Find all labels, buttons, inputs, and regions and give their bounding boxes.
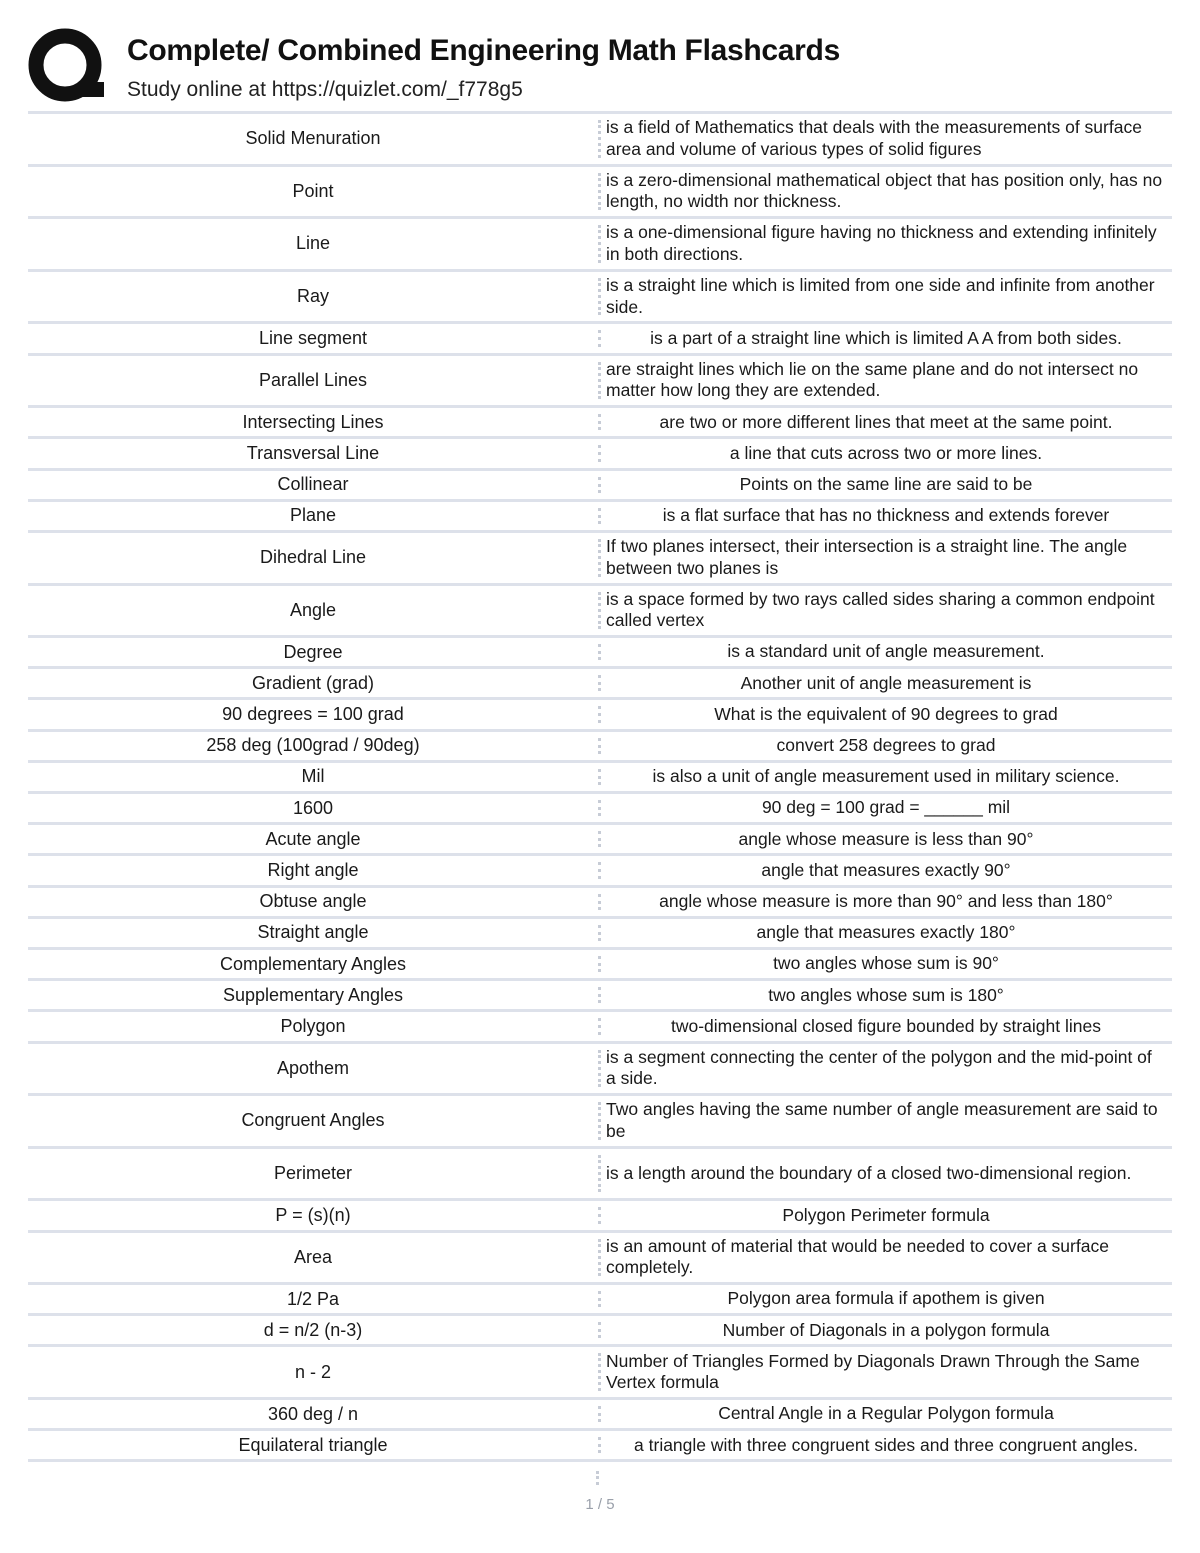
flashcard-row (28, 950, 1172, 981)
card-definition: angle whose measure is less than 90° (598, 825, 1172, 853)
card-term: Supplementary Angles (222, 984, 404, 1005)
flashcard-row (28, 856, 1172, 887)
card-term: d = n/2 (n-3) (263, 1319, 363, 1340)
card-definition: two angles whose sum is 90° (598, 950, 1172, 978)
card-definition: is a one-dimensional figure having no thickness and extending infinitely in both directions. (598, 219, 1172, 269)
card-definition: Number of Triangles Formed by Diagonals Drawn Through the Same Vertex formula (598, 1347, 1172, 1397)
flashcard-row (28, 825, 1172, 856)
card-definition: Number of Diagonals in a polygon formula (598, 1316, 1172, 1344)
flashcard-row (28, 324, 1172, 355)
card-definition: Another unit of angle measurement is (598, 669, 1172, 697)
card-term: Parallel Lines (258, 369, 368, 390)
card-definition: is a flat surface that has no thickness and extends forever (598, 502, 1172, 530)
flashcard-row (28, 1316, 1172, 1347)
quizlet-logo-icon (28, 28, 106, 106)
flashcard-row (28, 471, 1172, 502)
card-term: Gradient (grad) (251, 672, 375, 693)
card-definition: What is the equivalent of 90 degrees to grad (598, 700, 1172, 728)
card-definition: If two planes intersect, their intersection is a straight line. The angle between two planes is (598, 533, 1172, 583)
card-definition: is a space formed by two rays called sides sharing a common endpoint called vertex (598, 586, 1172, 636)
flashcard-row (28, 439, 1172, 470)
card-term: n - 2 (294, 1361, 332, 1382)
card-term: Plane (289, 505, 337, 526)
card-term: Solid Menuration (245, 128, 381, 149)
card-term: Acute angle (265, 828, 361, 849)
flashcard-row (28, 1201, 1172, 1232)
card-definition: Polygon area formula if apothem is given (598, 1285, 1172, 1313)
card-definition: Central Angle in a Regular Polygon formula (598, 1400, 1172, 1428)
card-term: Straight angle (257, 922, 369, 943)
card-definition: angle whose measure is more than 90° and less than 180° (598, 888, 1172, 916)
flashcard-row (28, 1347, 1172, 1400)
card-term: 1600 (292, 797, 334, 818)
flashcard-row (28, 1285, 1172, 1316)
flashcard-row (28, 272, 1172, 325)
page-header (28, 28, 1178, 112)
flashcard-row (28, 114, 1172, 167)
card-term: Congruent Angles (241, 1110, 385, 1131)
card-definition: angle that measures exactly 180° (598, 919, 1172, 947)
card-definition: Two angles having the same number of angle measurement are said to be (598, 1096, 1172, 1146)
card-term: Equilateral triangle (238, 1434, 388, 1455)
card-definition: convert 258 degrees to grad (598, 732, 1172, 760)
card-term: Complementary Angles (219, 953, 407, 974)
card-term: Dihedral Line (259, 547, 367, 568)
card-term: Degree (283, 641, 343, 662)
card-term: Point (292, 180, 334, 201)
card-term: 258 deg (100grad / 90deg) (206, 735, 420, 756)
card-definition: 90 deg = 100 grad = ______ mil (598, 794, 1172, 822)
card-term: P = (s)(n) (275, 1204, 351, 1225)
card-term: Area (293, 1246, 333, 1267)
card-term: Angle (289, 599, 337, 620)
flashcard-row (28, 732, 1172, 763)
card-definition: is a segment connecting the center of the polygon and the mid-point of a side. (598, 1044, 1172, 1094)
flashcard-row (28, 1149, 1172, 1202)
flashcard-row (28, 502, 1172, 533)
card-definition: Polygon Perimeter formula (598, 1201, 1172, 1229)
card-term: 1/2 Pa (286, 1288, 340, 1309)
flashcard-list (28, 111, 1172, 1462)
card-term: Polygon (280, 1015, 346, 1036)
flashcard-row (28, 763, 1172, 794)
page-number: 1 / 5 (585, 1496, 615, 1513)
card-definition: two angles whose sum is 180° (598, 981, 1172, 1009)
flashcard-row (28, 356, 1172, 409)
card-definition: angle that measures exactly 90° (598, 856, 1172, 884)
flashcard-row (28, 1096, 1172, 1149)
flashcard-row (28, 794, 1172, 825)
card-term: Mil (301, 766, 325, 787)
card-definition: is a straight line which is limited from one side and infinite from another side. (598, 272, 1172, 322)
card-term: 90 degrees = 100 grad (222, 704, 404, 725)
flashcard-row (28, 408, 1172, 439)
card-definition: two-dimensional closed figure bounded by straight lines (598, 1012, 1172, 1040)
flashcard-row (28, 167, 1172, 220)
card-definition: a triangle with three congruent sides and three congruent angles. (598, 1431, 1172, 1459)
card-definition: is a length around the boundary of a closed two-dimensional region. (598, 1149, 1172, 1199)
card-definition: is an amount of material that would be needed to cover a surface completely. (598, 1233, 1172, 1283)
page-subtitle: Study online at https://quizlet.com/_f778g5 (127, 78, 523, 101)
card-term: Obtuse angle (259, 891, 367, 912)
flashcard-row (28, 1431, 1172, 1462)
card-definition: Points on the same line are said to be (598, 471, 1172, 499)
card-term: Perimeter (273, 1163, 353, 1184)
flashcard-row (28, 1012, 1172, 1043)
flashcard-row (28, 981, 1172, 1012)
card-definition: are straight lines which lie on the same plane and do not intersect no matter how long they are extended. (598, 356, 1172, 406)
page-title: Complete/ Combined Engineering Math Flashcards (127, 34, 840, 67)
column-divider (596, 1471, 599, 1485)
flashcard-row (28, 888, 1172, 919)
card-definition: is a zero-dimensional mathematical object that has position only, has no length, no width nor thickness. (598, 167, 1172, 217)
flashcard-row (28, 219, 1172, 272)
flashcard-row (28, 669, 1172, 700)
card-term: Apothem (276, 1057, 350, 1078)
card-term: Right angle (267, 860, 359, 880)
card-term: Line (295, 233, 331, 254)
card-term: Transversal Line (246, 442, 380, 463)
card-term: 360 deg / n (267, 1403, 359, 1424)
flashcard-row (28, 1233, 1172, 1286)
card-definition: is a field of Mathematics that deals with the measurements of surface area and volume of various types of solid figures (598, 114, 1172, 164)
card-definition: are two or more different lines that meet at the same point. (598, 408, 1172, 436)
flashcard-row (28, 533, 1172, 586)
card-definition: a line that cuts across two or more lines. (598, 439, 1172, 467)
flashcard-row (28, 700, 1172, 731)
card-definition: is a part of a straight line which is limited A A from both sides. (598, 324, 1172, 352)
card-definition: is a standard unit of angle measurement. (598, 638, 1172, 666)
flashcard-row (28, 586, 1172, 639)
flashcard-row (28, 1044, 1172, 1097)
flashcard-row (28, 638, 1172, 669)
card-term: Ray (296, 286, 329, 307)
card-definition: is also a unit of angle measurement used in military science. (598, 763, 1172, 791)
card-term: Intersecting Lines (242, 411, 384, 432)
card-term: Line segment (258, 327, 368, 348)
card-term: Collinear (277, 474, 349, 495)
flashcard-row (28, 919, 1172, 950)
flashcard-row (28, 1400, 1172, 1431)
